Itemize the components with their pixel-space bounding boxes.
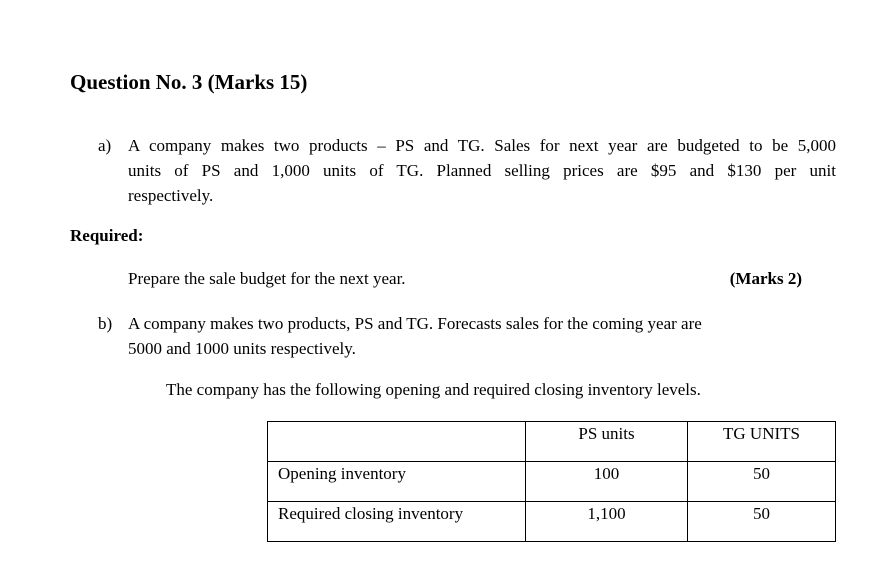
row-ps-value: 1,100 bbox=[526, 502, 688, 542]
table-header-row bbox=[268, 422, 836, 462]
table-row bbox=[268, 502, 836, 542]
part-a-marker: a) bbox=[98, 136, 112, 155]
question-title: Question No. 3 (Marks 15) bbox=[70, 70, 308, 94]
part-b bbox=[98, 311, 836, 361]
part-a bbox=[98, 133, 836, 208]
part-a-text bbox=[128, 133, 836, 208]
row-label: Required closing inventory bbox=[268, 502, 526, 542]
part-b-line-2: 5000 and 1000 units respectively. bbox=[128, 339, 356, 358]
row-tg-value: 50 bbox=[688, 502, 836, 542]
table-header-blank bbox=[268, 422, 526, 462]
required-label: Required: bbox=[70, 226, 144, 245]
part-a-line-3: respectively. bbox=[128, 186, 214, 205]
row-ps-value: 100 bbox=[526, 462, 688, 502]
required-marks: (Marks 2) bbox=[729, 269, 802, 288]
table-row bbox=[268, 462, 836, 502]
inventory-table bbox=[267, 421, 836, 542]
table-header-tg: TG UNITS bbox=[688, 422, 836, 462]
table-header-ps: PS units bbox=[526, 422, 688, 462]
part-a-line-1: A company makes two products – PS and TG. Sales for next year are budgeted to be 5,000 bbox=[128, 136, 836, 155]
required-task: Prepare the sale budget for the next year. bbox=[128, 269, 406, 288]
part-b-text bbox=[128, 311, 836, 361]
row-tg-value: 50 bbox=[688, 462, 836, 502]
inventory-intro: The company has the following opening and required closing inventory levels. bbox=[166, 380, 701, 399]
part-b-line-1: A company makes two products, PS and TG. Forecasts sales for the coming year are bbox=[128, 314, 702, 333]
part-b-marker: b) bbox=[98, 314, 113, 333]
part-a-line-2: units of PS and 1,000 units of TG. Planned selling prices are $95 and $130 per unit bbox=[128, 161, 836, 180]
row-label: Opening inventory bbox=[268, 462, 526, 502]
